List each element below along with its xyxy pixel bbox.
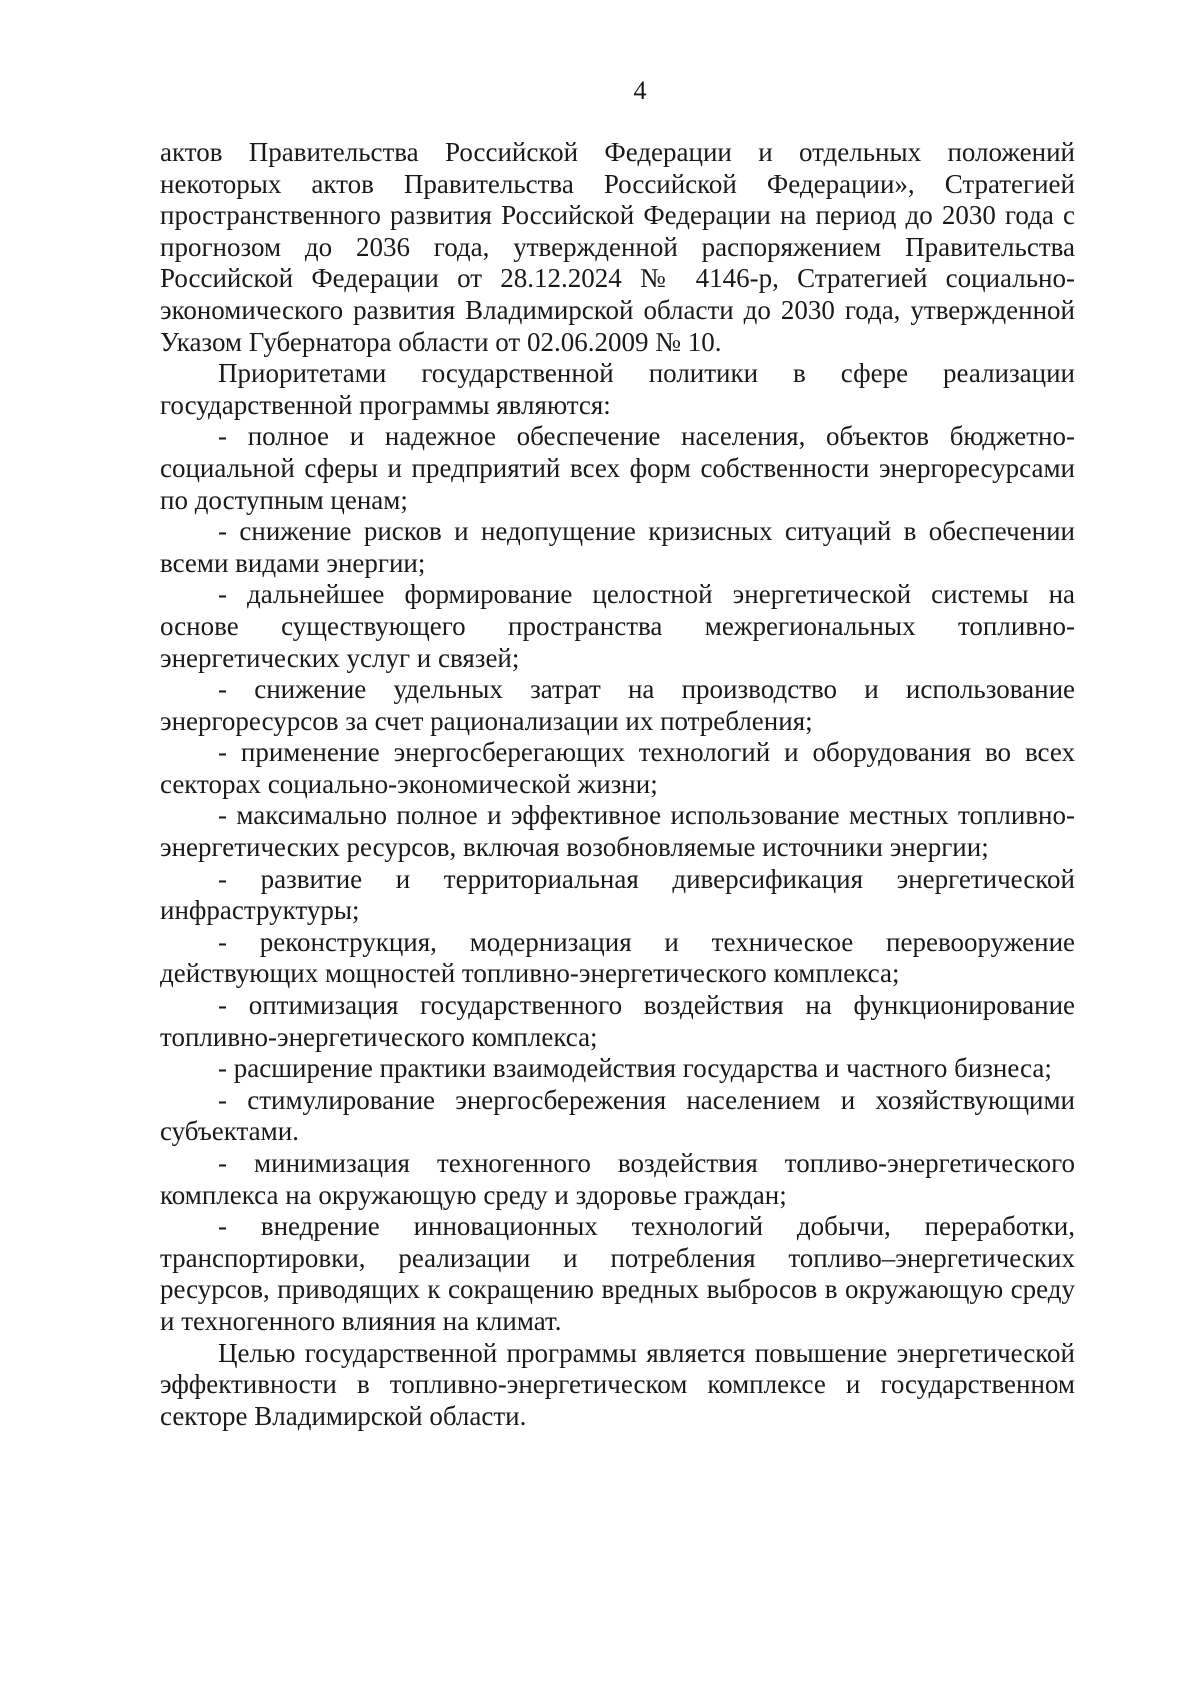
list-item: - развитие и территориальная диверсификация энергетической инфраструктуры;: [160, 863, 1075, 926]
list-item: - максимально полное и эффективное использование местных топливно-энергетических ресурсов, включая возобновляемые источники энергии;: [160, 800, 1075, 863]
list-item: - применение энергосберегающих технологий и оборудования во всех секторах социально-экономической жизни;: [160, 737, 1075, 799]
page-number: 4: [633, 76, 647, 105]
list-item: - расширение практики взаимодействия государства и частного бизнеса;: [218, 1053, 1052, 1084]
paragraph-continuation: актов Правительства Российской Федерации и отдельных положений некоторых актов Правительства Российской Федерации», Стратегией пространственного развития Российской Федерации на период до 2030 года с прогнозом до 2036 года, утвержденной распоряжением Правительства Российской Федерации от 28.12.2024 № 4146-р, Стратегией социально-экономического развития Владимирской области до 2030 года, утвержденной Указом Губернатора области от 02.06.2009 № 10.: [160, 137, 1075, 357]
list-item: - внедрение инновационных технологий добычи, переработки, транспортировки, реализации и потребления топливо–энергетических ресурсов, приводящих к сокращению вредных выбросов в окружающую среду и техногенного влияния на климат.: [160, 1211, 1075, 1336]
list-item: - оптимизация государственного воздействия на функционирование топливно-энергетического комплекса;: [160, 990, 1075, 1052]
list-item: - полное и надежное обеспечение населения, объектов бюджетно-социальной сферы и предприятий всех форм собственности энергоресурсами по доступным ценам;: [160, 421, 1075, 515]
paragraph-goal: Целью государственной программы является повышение энергетической эффективности в топливно-энергетическом комплексе и государственном секторе Владимирской области.: [160, 1337, 1075, 1431]
document-body: [160, 137, 1075, 1432]
list-item: - реконструкция, модернизация и техническое перевооружение действующих мощностей топливно-энергетического комплекса;: [160, 926, 1075, 989]
list-item: - снижение рисков и недопущение кризисных ситуаций в обеспечении всеми видами энергии;: [160, 516, 1075, 578]
list-item: - стимулирование энергосбережения населением и хозяйствующими субъектами.: [160, 1084, 1075, 1147]
list-item: - дальнейшее формирование целостной энергетической системы на основе существующего пространства межрегиональных топливно-энергетических услуг и связей;: [160, 579, 1075, 673]
list-item: - минимизация техногенного воздействия топливо-энергетического комплекса на окружающую среду и здоровье граждан;: [160, 1148, 1075, 1210]
list-item: - снижение удельных затрат на производство и использование энергоресурсов за счет рационализации их потребления;: [160, 674, 1075, 736]
paragraph-priorities-intro: Приоритетами государственной политики в сфере реализации государственной программы являются:: [160, 358, 1075, 420]
